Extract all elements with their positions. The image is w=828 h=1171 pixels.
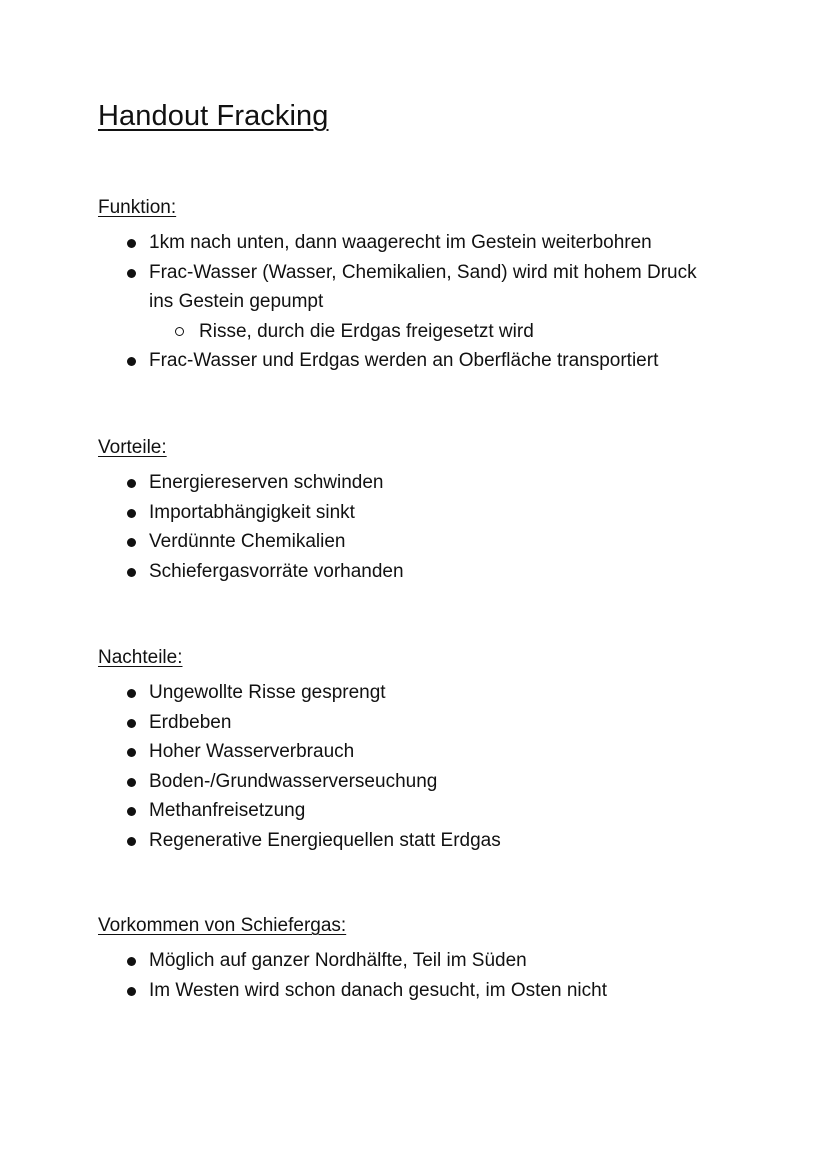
page-title: Handout Fracking	[98, 100, 329, 132]
list-item	[98, 258, 698, 347]
list-item-text: Verdünnte Chemikalien	[149, 531, 346, 552]
list-item-text: Frac-Wasser und Erdgas werden an Oberfläche transportiert	[149, 350, 659, 371]
bullet-icon	[127, 837, 136, 846]
list-item-text: Regenerative Energiequellen statt Erdgas	[149, 829, 501, 851]
list-item	[98, 946, 798, 976]
list-item	[98, 228, 698, 258]
bullet-icon	[127, 269, 136, 278]
list-item-text: Hoher Wasserverbrauch	[149, 741, 355, 762]
circle-bullet-icon	[175, 327, 184, 336]
list-item	[98, 346, 698, 376]
sub-list-item	[98, 317, 698, 347]
section-heading-nachteile: Nachteile:	[98, 647, 183, 668]
bullet-icon	[127, 689, 136, 698]
section-vorteile	[98, 436, 798, 586]
section-funktion	[98, 196, 798, 376]
list-item	[98, 468, 798, 498]
list-item	[98, 826, 798, 856]
section-heading-vorkommen: Vorkommen von Schiefergas:	[98, 915, 347, 936]
bullet-list-vorkommen	[98, 946, 798, 1005]
list-item-text: Importabhängigkeit sinkt	[149, 501, 355, 523]
list-item	[98, 557, 798, 587]
bullet-icon	[127, 778, 136, 787]
list-item	[98, 737, 798, 767]
section-vorkommen	[98, 914, 798, 1005]
bullet-list-vorteile	[98, 468, 798, 586]
list-item	[98, 796, 798, 826]
list-item-text: Schiefergasvorräte vorhanden	[149, 560, 404, 582]
bullet-icon	[127, 509, 136, 518]
bullet-icon	[127, 987, 136, 996]
list-item-text: Im Westen wird schon danach gesucht, im Osten nicht	[149, 979, 607, 1001]
list-item-text: Methanfreisetzung	[149, 800, 306, 821]
section-nachteile	[98, 646, 798, 855]
section-heading-vorteile: Vorteile:	[98, 437, 167, 458]
bullet-icon	[127, 239, 136, 248]
sub-list-funktion	[98, 317, 698, 347]
list-item	[98, 708, 798, 738]
bullet-icon	[127, 957, 136, 966]
sub-list-item-text: Risse, durch die Erdgas freigesetzt wird	[199, 320, 534, 342]
list-item	[98, 678, 798, 708]
list-item	[98, 498, 798, 528]
bullet-icon	[127, 357, 136, 366]
list-item-text: Ungewollte Risse gesprengt	[149, 682, 386, 703]
list-item-text: Erdbeben	[149, 711, 232, 733]
list-item	[98, 527, 798, 557]
list-item-text: Energiereserven schwinden	[149, 472, 384, 493]
list-item-text: Möglich auf ganzer Nordhälfte, Teil im Süden	[149, 950, 527, 971]
list-item-text: Frac-Wasser (Wasser, Chemikalien, Sand) wird mit hohem Druck ins Gestein gepumpt	[149, 261, 697, 312]
bullet-icon	[127, 719, 136, 728]
bullet-icon	[127, 538, 136, 547]
bullet-icon	[127, 479, 136, 488]
list-item-text: Boden-/Grundwasserverseuchung	[149, 770, 438, 792]
section-heading-funktion: Funktion:	[98, 197, 177, 218]
bullet-icon	[127, 748, 136, 757]
bullet-icon	[127, 807, 136, 816]
list-item-text: 1km nach unten, dann waagerecht im Gestein weiterbohren	[149, 232, 652, 253]
bullet-icon	[127, 568, 136, 577]
list-item	[98, 976, 798, 1006]
bullet-list-funktion	[98, 228, 698, 376]
bullet-list-nachteile	[98, 678, 798, 855]
list-item	[98, 767, 798, 797]
